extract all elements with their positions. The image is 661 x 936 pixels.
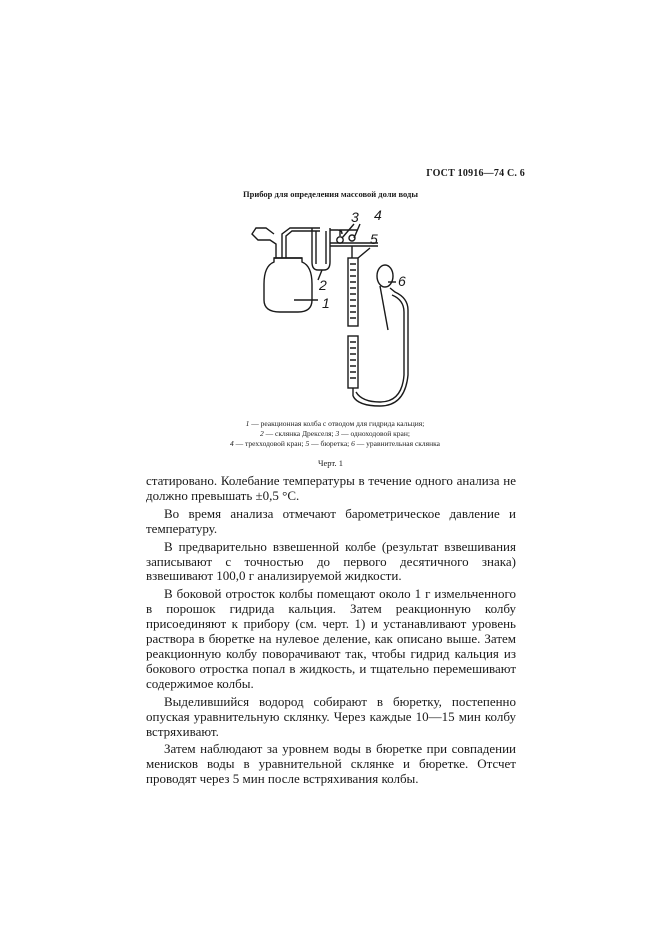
paragraph: Во время анализа отмечают барометрическое давление и температуру. xyxy=(146,505,516,536)
legend-num: 3 xyxy=(335,429,340,438)
burette xyxy=(348,258,358,326)
part-number: 4 xyxy=(374,207,382,223)
document-header: ГОСТ 10916—74 С. 6 xyxy=(426,168,525,179)
part-number: 6 xyxy=(398,273,406,289)
body-text xyxy=(146,474,516,790)
paragraph: В предварительно взвешенной колбе (результат взвешивания записывают с точностью до первого десятичного знака) взвешивают 100,0 г анализируемой жидкости. xyxy=(146,538,516,584)
figure-legend xyxy=(190,419,480,449)
part-number: 2 xyxy=(319,277,327,293)
apparatus-diagram xyxy=(230,200,460,420)
legend-num: 2 xyxy=(260,429,264,438)
legend-text: — одноходовой кран; xyxy=(339,429,410,438)
part-number: 1 xyxy=(322,295,330,311)
legend-num: 5 xyxy=(305,439,310,448)
side-arm xyxy=(252,228,276,258)
paragraph: В боковой отросток колбы помещают около 1 г измельченного в порошок гидрида кальция. Затем реакционную колбу присоединяют к прибору (см. черт. 1) и устанавливают уровень раствора в бюретке на нулевое деление, как описано выше. Затем реакционную колбу поворачивают так, чтобы гидрид кальция из бокового отростка попал в жидкость, и тщательно перемешивают содержимое колбы. xyxy=(146,586,516,691)
legend-text: — трехходовой кран; xyxy=(233,439,306,448)
drechsel-bottle xyxy=(312,228,330,270)
figure-caption: Черт. 1 xyxy=(317,458,343,468)
reaction-flask xyxy=(264,258,312,312)
paragraph: Выделившийся водород собирают в бюретку, постепенно опуская уравнительную склянку. Через каждые 10—15 мин колбу встряхивают. xyxy=(146,693,516,739)
legend-text: — склянка Дрекселя; xyxy=(263,429,336,438)
paragraph: статировано. Колебание температуры в течение одного анализа не должно превышать ±0,5 °С. xyxy=(146,473,516,503)
legend-text: — реакционная колба с отводом для гидрида кальция; xyxy=(249,419,425,428)
legend-num: 6 xyxy=(351,439,355,448)
legend-text: — бюретка; xyxy=(309,439,352,448)
legend-num: 4 xyxy=(230,439,234,448)
figure-title: Прибор для определения массовой доли воды xyxy=(242,189,418,199)
paragraph: Затем наблюдают за уровнем воды в бюретке при совпадении менисков воды в уравнительной склянке и бюретке. Отсчет проводят через 5 мин после встряхивания колбы. xyxy=(146,741,516,787)
levelling-vessel xyxy=(377,265,393,287)
legend-text: — уравнительная склянка xyxy=(354,439,440,448)
part-number: 3 xyxy=(351,209,359,225)
part-number: 5 xyxy=(370,231,378,247)
legend-num: 1 xyxy=(245,419,250,428)
